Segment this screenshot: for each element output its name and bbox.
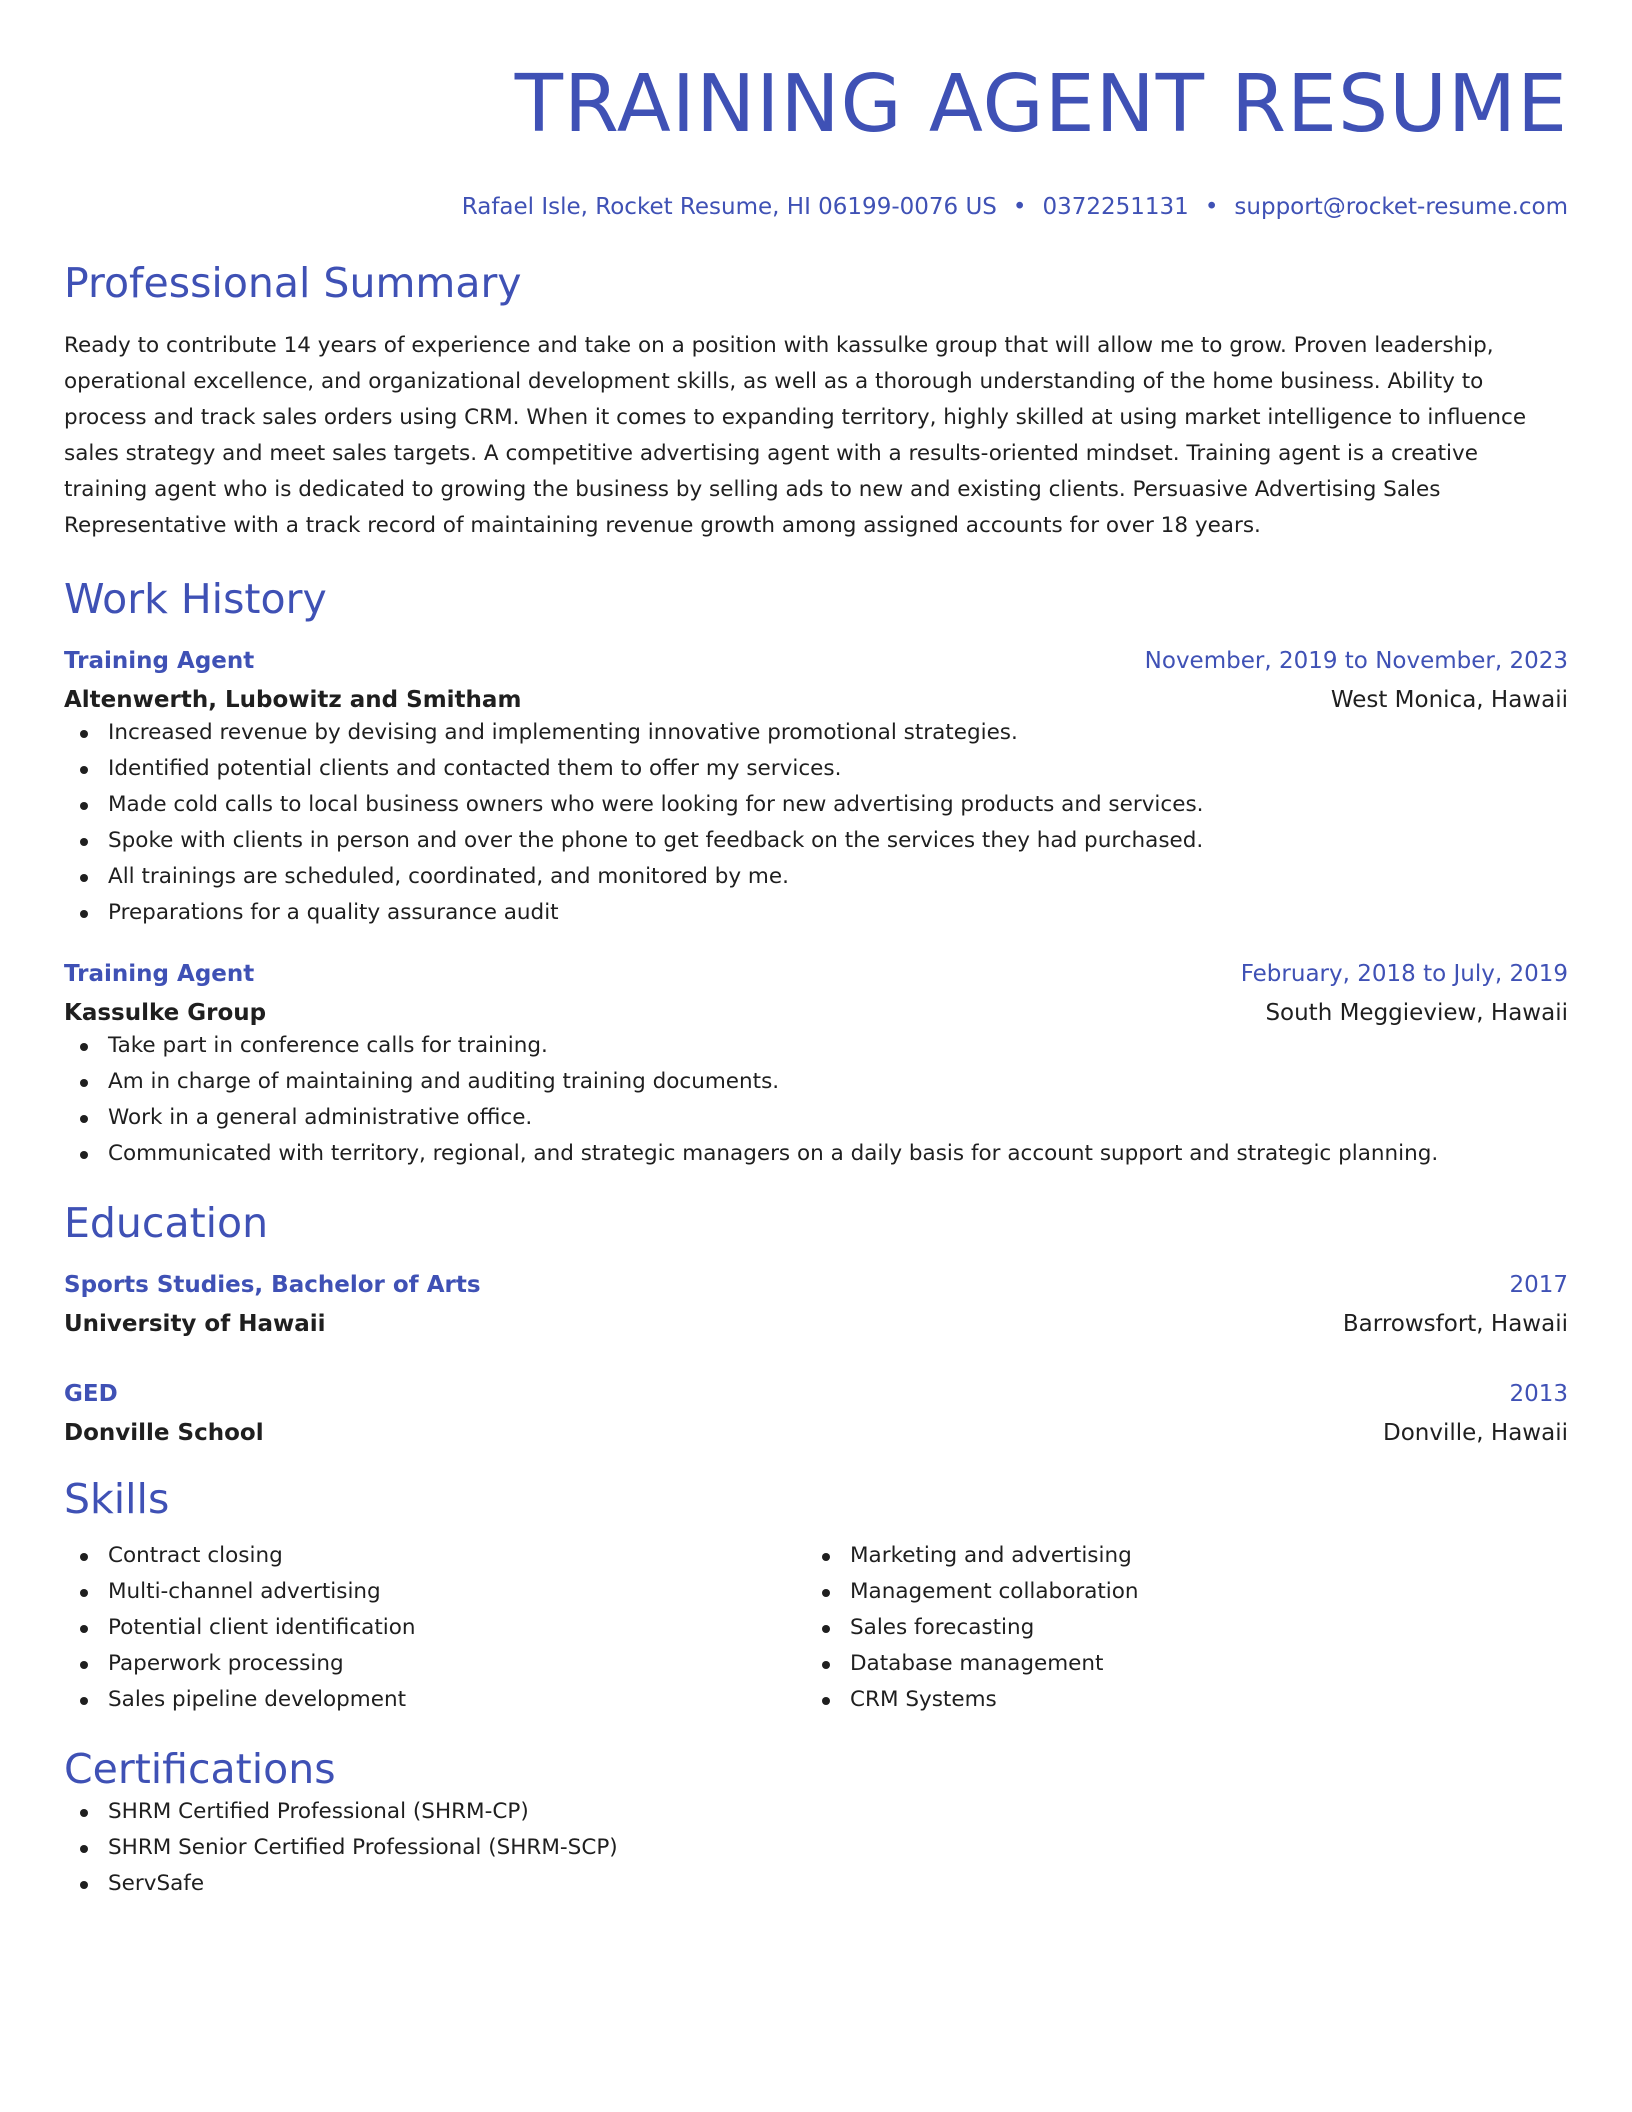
list-item: Management collaboration xyxy=(806,1574,1548,1610)
list-item: All trainings are scheduled, coordinated, and monitored by me. xyxy=(64,859,1568,895)
education-location: Donville, Hawaii xyxy=(1383,1420,1568,1446)
list-item: Identified potential clients and contacted them to offer my services. xyxy=(64,751,1568,787)
education-school-row xyxy=(64,1418,1568,1448)
skills-section xyxy=(64,1474,1568,1718)
job-location: South Meggieview, Hawaii xyxy=(1265,1000,1568,1026)
skills-columns xyxy=(64,1538,1568,1718)
list-item: Multi-channel advertising xyxy=(64,1574,806,1610)
work-history-section xyxy=(64,574,1568,1172)
education-heading: Education xyxy=(64,1199,269,1247)
list-item: Contract closing xyxy=(64,1538,806,1574)
resume-header xyxy=(64,58,1568,222)
list-item: Preparations for a quality assurance audit xyxy=(64,895,1568,931)
contact-separator: • xyxy=(1204,194,1219,220)
education-degree-row xyxy=(64,1270,1568,1300)
job-company: Altenwerth, Lubowitz and Smitham xyxy=(64,687,522,713)
job-dates: February, 2018 to July, 2019 xyxy=(1240,961,1568,987)
education-entry xyxy=(64,1379,1568,1448)
list-item: Sales pipeline development xyxy=(64,1682,806,1718)
education-school: Donville School xyxy=(64,1420,264,1446)
contact-line xyxy=(64,192,1568,222)
education-school: University of Hawaii xyxy=(64,1311,326,1337)
contact-separator: • xyxy=(1012,194,1027,220)
job-title: Training Agent xyxy=(64,648,255,674)
list-item: ServSafe xyxy=(64,1866,1568,1902)
list-item: Paperwork processing xyxy=(64,1646,806,1682)
list-item: SHRM Senior Certified Professional (SHRM-SCP) xyxy=(64,1830,1568,1866)
job-company-row xyxy=(64,998,1568,1028)
list-item: Am in charge of maintaining and auditing training documents. xyxy=(64,1064,1568,1100)
job-company-row xyxy=(64,685,1568,715)
job-title-row xyxy=(64,959,1568,989)
contact-email: support@rocket-resume.com xyxy=(1234,194,1568,220)
skills-list-left xyxy=(64,1538,806,1718)
list-item: Increased revenue by devising and implementing innovative promotional strategies. xyxy=(64,715,1568,751)
skills-column-right xyxy=(806,1538,1548,1718)
list-item: Work in a general administrative office. xyxy=(64,1100,1568,1136)
resume-title: TRAINING AGENT RESUME xyxy=(514,58,1568,150)
job-title-row xyxy=(64,646,1568,676)
education-year: 2017 xyxy=(1509,1272,1568,1298)
education-location: Barrowsfort, Hawaii xyxy=(1342,1311,1568,1337)
list-item: CRM Systems xyxy=(806,1682,1548,1718)
job-company: Kassulke Group xyxy=(64,1000,267,1026)
job-entry xyxy=(64,646,1568,931)
work-history-heading: Work History xyxy=(64,575,327,623)
list-item: Spoke with clients in person and over the phone to get feedback on the services they had purchased. xyxy=(64,823,1568,859)
summary-heading: Professional Summary xyxy=(64,259,522,307)
certifications-section xyxy=(64,1744,1568,1902)
list-item: SHRM Certified Professional (SHRM-CP) xyxy=(64,1794,1568,1830)
list-item: Potential client identification xyxy=(64,1610,806,1646)
education-school-row xyxy=(64,1309,1568,1339)
certifications-heading: Certifications xyxy=(64,1745,336,1793)
education-entry xyxy=(64,1270,1568,1339)
job-bullet-list xyxy=(64,1028,1568,1172)
list-item: Made cold calls to local business owners who were looking for new advertising products and services. xyxy=(64,787,1568,823)
job-bullet-list xyxy=(64,715,1568,931)
list-item: Communicated with territory, regional, and strategic managers on a daily basis for account support and strategic planning. xyxy=(64,1136,1568,1172)
job-entry xyxy=(64,959,1568,1172)
education-degree-row xyxy=(64,1379,1568,1409)
education-degree: Sports Studies, Bachelor of Arts xyxy=(64,1272,481,1298)
list-item: Sales forecasting xyxy=(806,1610,1548,1646)
skills-column-left xyxy=(64,1538,806,1718)
certifications-list xyxy=(64,1794,1568,1902)
summary-section xyxy=(64,258,1568,544)
education-degree: GED xyxy=(64,1381,118,1407)
list-item: Database management xyxy=(806,1646,1548,1682)
education-section xyxy=(64,1198,1568,1448)
list-item: Take part in conference calls for training. xyxy=(64,1028,1568,1064)
job-location: West Monica, Hawaii xyxy=(1330,687,1568,713)
job-dates: November, 2019 to November, 2023 xyxy=(1144,648,1568,674)
contact-phone: 0372251131 xyxy=(1042,194,1189,220)
list-item: Marketing and advertising xyxy=(806,1538,1548,1574)
summary-text: Ready to contribute 14 years of experience and take on a position with kassulke group that will allow me to grow. Proven leadership, operational excellence, and organizational development skills, as well as a thorough understanding of the home business. Ability to process and track sales orders using CRM. When it comes to expanding territory, highly skilled at using market intelligence to influence sales strategy and meet sales targets. A competitive advertising agent with a results-oriented mindset. Training agent is a creative training agent who is dedicated to growing the business by selling ads to new and existing clients. Persuasive Advertising Sales Representative with a track record of maintaining revenue growth among assigned accounts for over 18 years. xyxy=(64,333,1527,538)
skills-heading: Skills xyxy=(64,1475,170,1523)
education-year: 2013 xyxy=(1509,1381,1568,1407)
contact-address: Rafael Isle, Rocket Resume, HI 06199-0076 US xyxy=(461,194,997,220)
skills-list-right xyxy=(806,1538,1548,1718)
job-title: Training Agent xyxy=(64,961,255,987)
